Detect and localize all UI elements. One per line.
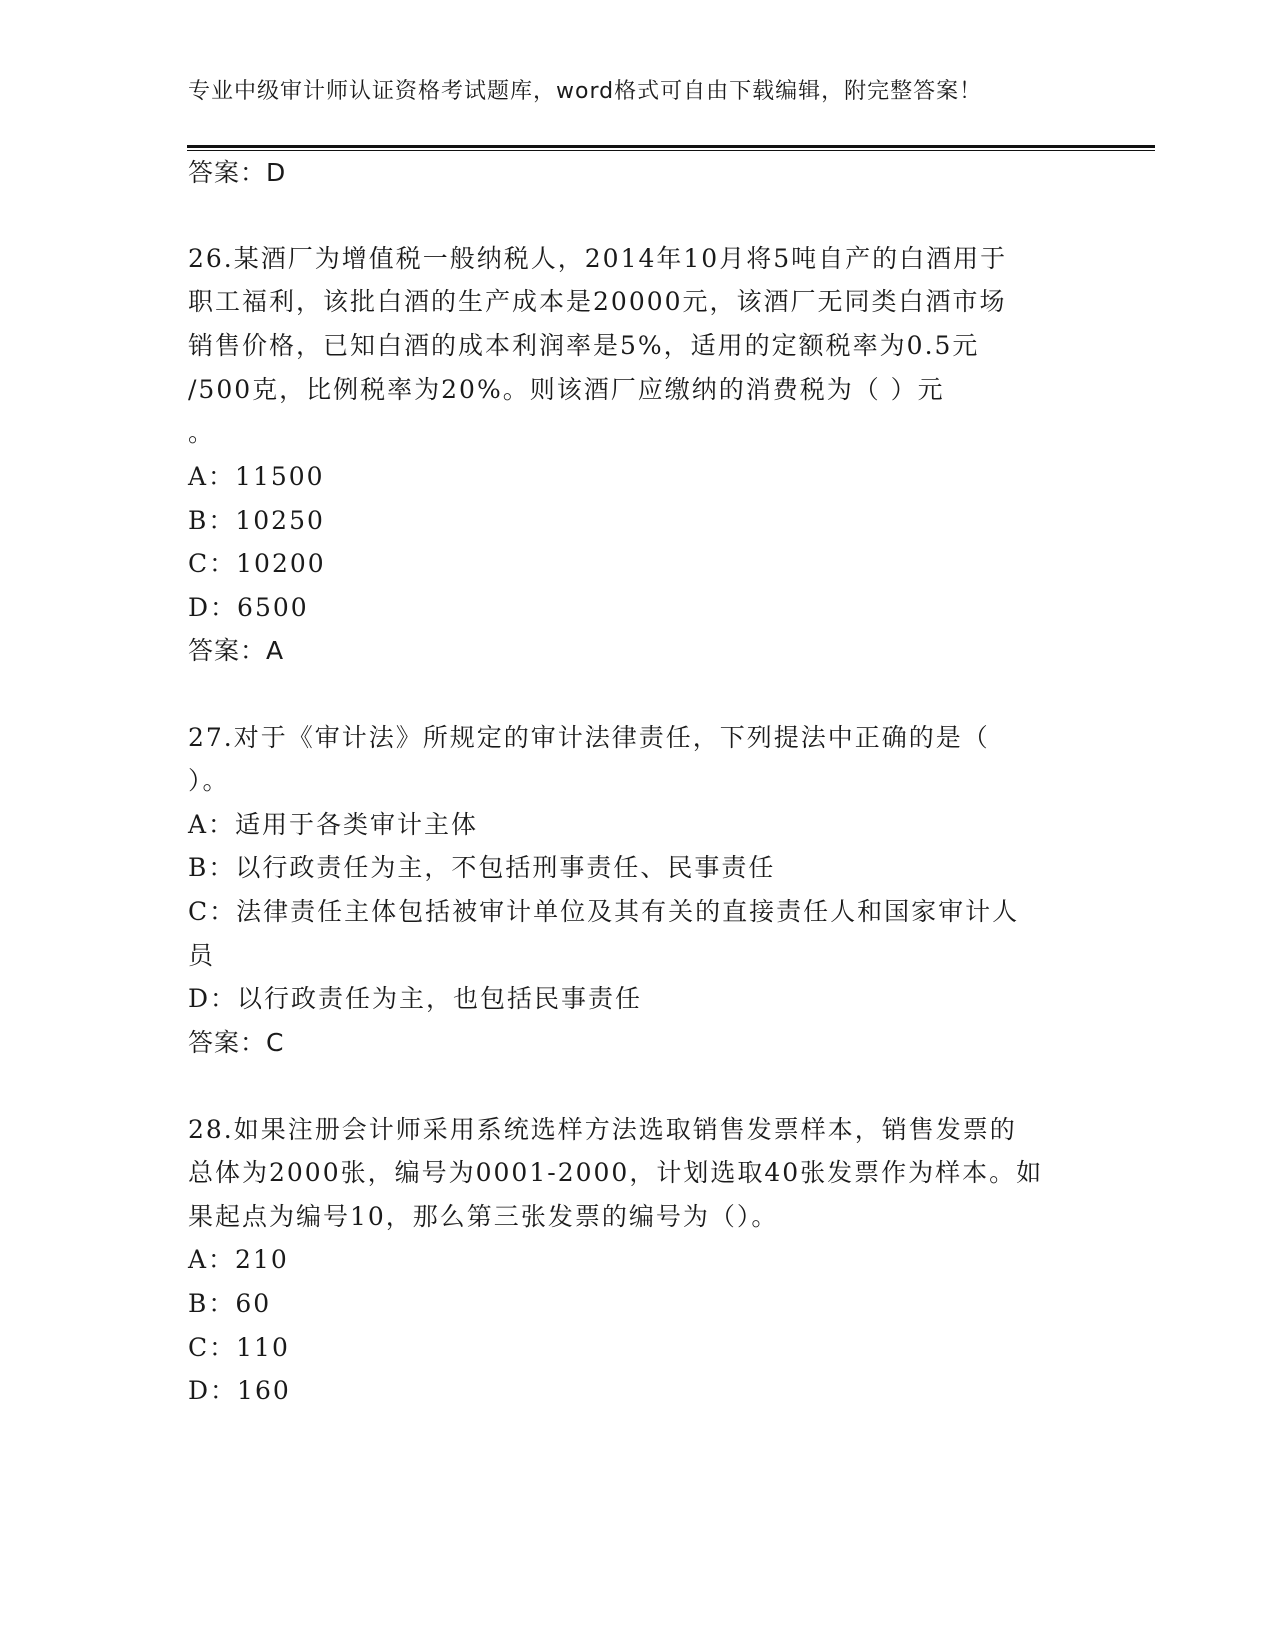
question-28-option-b: B：60 bbox=[188, 1289, 272, 1318]
header-rule-thick bbox=[187, 145, 1155, 148]
question-27-option-c: C：法律责任主体包括被审计单位及其有关的直接责任人和国家审计人 bbox=[188, 897, 1020, 926]
answer-prev: 答案：D bbox=[188, 158, 287, 187]
question-26-stem-line-1: 26.某酒厂为增值税一般纳税人，2014年10月将5吨自产的白酒用于 bbox=[188, 244, 1008, 273]
question-26-stem-line-5: 。 bbox=[188, 418, 216, 447]
question-28-option-a: A：210 bbox=[188, 1245, 289, 1274]
question-28-stem-line-1: 28.如果注册会计师采用系统选样方法选取销售发票样本，销售发票的 bbox=[188, 1115, 1017, 1144]
question-26-stem-line-4: /500克，比例税率为20%。则该酒厂应缴纳的消费税为（ ）元 bbox=[188, 375, 945, 404]
question-27-option-d: D：以行政责任为主，也包括民事责任 bbox=[188, 984, 643, 1013]
question-28-option-d: D：160 bbox=[188, 1376, 291, 1405]
question-26-stem-line-3: 销售价格，已知白酒的成本利润率是5%，适用的定额税率为0.5元 bbox=[188, 331, 980, 360]
question-26-option-c: C：10200 bbox=[188, 549, 326, 578]
question-28-option-c: C：110 bbox=[188, 1333, 290, 1362]
question-27-stem-line-2: ）。 bbox=[188, 766, 230, 795]
header-rule-thin bbox=[187, 150, 1155, 151]
question-26-stem-line-2: 职工福利，该批白酒的生产成本是20000元，该酒厂无同类白酒市场 bbox=[188, 287, 1007, 316]
question-27-answer: 答案：C bbox=[188, 1028, 285, 1057]
question-26-answer: 答案：A bbox=[188, 636, 285, 665]
question-27-option-c-cont: 员 bbox=[188, 941, 216, 970]
question-28-stem-line-2: 总体为2000张，编号为0001-2000，计划选取40张发票作为样本。如 bbox=[188, 1158, 1044, 1187]
question-27-option-a: A：适用于各类审计主体 bbox=[188, 810, 479, 839]
question-26-option-a: A：11500 bbox=[188, 462, 325, 491]
question-26-option-d: D：6500 bbox=[188, 593, 309, 622]
question-26-option-b: B：10250 bbox=[188, 506, 325, 535]
question-28-stem-line-3: 果起点为编号10，那么第三张发票的编号为（）。 bbox=[188, 1202, 779, 1231]
header-text: 专业中级审计师认证资格考试题库，word格式可自由下载编辑，附完整答案！ bbox=[188, 79, 983, 104]
question-27-stem-line-1: 27.对于《审计法》所规定的审计法律责任，下列提法中正确的是（ bbox=[188, 723, 990, 752]
question-27-option-b: B：以行政责任为主，不包括刑事责任、民事责任 bbox=[188, 853, 776, 882]
